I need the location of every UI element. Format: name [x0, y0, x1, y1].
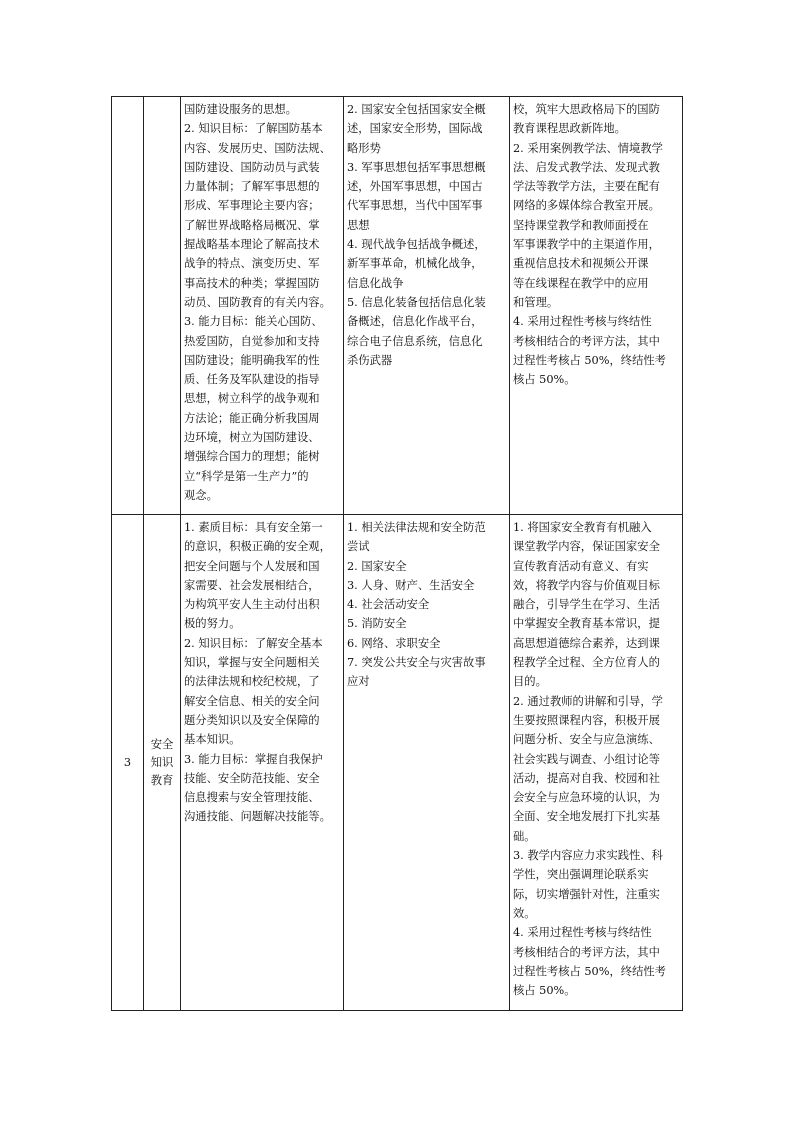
cell-text-line: 会安全与应急环境的认识，为 [513, 791, 660, 805]
cell-text-line: 问题分析、安全与应急演练、 [513, 733, 660, 747]
curriculum-table [111, 96, 683, 1011]
cell-text-line: 4. 采用过程性考核与终结性 [513, 926, 652, 940]
cell-text-line: 7. 突发公共安全与灾害故事 [347, 656, 486, 670]
cell-text-line: 增强综合国力的理想；能树 [184, 450, 320, 464]
cell-text-line: 知识，掌握与安全问题相关 [184, 656, 320, 670]
content-cell [344, 515, 510, 1011]
cell-text-line: 知识 [150, 755, 174, 769]
cell-text-line: 教育课程思政新阵地。 [513, 122, 626, 136]
cell-text-line: 题分类知识以及安全保障的 [184, 713, 320, 727]
cell-text-line: 思想，树立科学的战争观和 [184, 392, 320, 406]
cell-text-line: 3. 军事思想包括军事思想概 [347, 160, 486, 174]
cell-text-line: 活动，提高对自我、校园和社 [513, 771, 660, 785]
cell-text-line: 把安全问题与个人发展和国 [184, 559, 320, 573]
cell-text-line: 2. 知识目标：了解安全基本 [184, 636, 323, 650]
cell-text-line: 略形势 [347, 141, 381, 155]
cell-text-line: 尝试 [347, 540, 370, 554]
cell-text-line: 全面、安全地发展打下扎实基 [513, 810, 660, 824]
cell-text-line: 家需要、社会发展相结合， [184, 578, 320, 592]
cell-text-line: 3. 能力目标：能关心国防、 [184, 315, 323, 329]
cell-text-line: 1. 相关法律法规和安全防范 [347, 521, 486, 534]
cell-text-line: 信息化战争 [347, 276, 404, 290]
row-number-cell [112, 97, 144, 515]
cell-text-line: 1. 将国家安全教育有机融入 [513, 521, 652, 534]
cell-text-line: 方法论；能正确分析我国周 [184, 411, 320, 425]
cell-text-line: 备概述，信息化作战平台， [347, 315, 483, 329]
cell-text-line: 国防建设、国防动员与武装 [184, 160, 320, 174]
cell-text-line: 为构筑平安人生主动付出积 [184, 598, 320, 612]
cell-text-line: 信息搜索与安全管理技能、 [184, 791, 320, 805]
cell-text-line: 2. 国家安全包括国家安全概 [347, 103, 486, 116]
cell-text-line: 的法律法规和校纪校规，了 [184, 675, 320, 689]
cell-text-line: 过程性考核占 50%，终结性考 [513, 353, 666, 367]
cell-text-line: 3. 教学内容应力求实践性、科 [513, 849, 663, 863]
cell-text-line: 立“科学是第一生产力”的 [184, 469, 309, 483]
cell-text-line: 中掌握安全教育基本常识，提 [513, 617, 660, 631]
cell-text-line: 程教学全过程、全方位育人的 [513, 656, 660, 670]
cell-text-line: 效，将教学内容与价值观目标 [513, 578, 660, 592]
cell-text-line: 内容、发展历史、国防法规、 [184, 141, 331, 155]
cell-text-line: 应对 [347, 675, 370, 689]
cell-text-line: 重视信息技术和视频公开课 [513, 257, 649, 271]
cell-text-line: 战争的特点、演变历史、军 [184, 257, 320, 271]
cell-text-line: 边环境，树立为国防建设、 [184, 431, 320, 445]
cell-text-line: 法、启发式教学法、发现式教 [513, 160, 660, 174]
cell-text-line: 观念。 [184, 488, 218, 502]
cell-text-line: 思想 [347, 218, 370, 232]
cell-text-line: 新军事革命，机械化战争， [347, 257, 483, 271]
cell-text-line: 社会实践与调查、小组讨论等 [513, 752, 660, 766]
cell-text-line: 4. 现代战争包括战争概述， [347, 238, 486, 252]
cell-text-line: 坚持课堂教学和教师面授在 [513, 218, 649, 232]
cell-text-line: 效。 [513, 906, 536, 920]
cell-text-line: 国防建设服务的思想。 [184, 103, 297, 116]
cell-text-line: 课堂教学内容，保证国家安全 [513, 540, 660, 554]
cell-text-line: 2. 通过教师的讲解和引导，学 [513, 694, 663, 708]
cell-text-line: 学性，突出强调理论联系实 [513, 868, 649, 882]
cell-text-line: 核占 50%。 [513, 984, 576, 998]
cell-text-line: 2. 采用案例教学法、情境教学 [513, 141, 663, 155]
cell-text-line: 过程性考核占 50%，终结性考 [513, 964, 666, 978]
cell-text-line: 融合，引导学生在学习、生活 [513, 598, 660, 612]
table-row [112, 515, 683, 1011]
cell-text-line: 了解世界战略格局概况、掌 [184, 218, 320, 232]
cell-text-line: 的意识，积极正确的安全观， [184, 540, 331, 554]
content-cell [344, 97, 510, 515]
cell-text-line: 国防建设；能明确我军的性 [184, 353, 320, 367]
cell-text-line: 础。 [513, 829, 536, 843]
cell-text-line: 沟通技能、问题解决技能等。 [184, 810, 331, 824]
cell-text-line: 6. 网络、求职安全 [347, 636, 441, 650]
cell-text-line: 宣传教育活动有意义、有实 [513, 559, 649, 573]
methods-cell [510, 515, 683, 1011]
cell-text-line: 安全 [150, 737, 174, 751]
cell-text-line: 技能、安全防范技能、安全 [184, 771, 320, 785]
cell-text-line: 网络的多媒体综合教室开展。 [513, 199, 660, 213]
cell-text-line: 考核相结合的考评方法，其中 [513, 334, 660, 348]
cell-text-line: 和管理。 [513, 295, 559, 309]
cell-text-line: 军事课教学中的主渠道作用， [513, 238, 660, 252]
cell-text-line: 3. 人身、财产、生活安全 [347, 578, 475, 592]
cell-text-line: 学法等教学方法，主要在配有 [513, 180, 660, 194]
cell-text-line: 代军事思想，当代中国军事 [347, 199, 483, 213]
cell-text-line: 基本知识。 [184, 733, 241, 747]
course-name-cell [144, 97, 181, 515]
cell-text-line: 目的。 [513, 675, 547, 689]
goals-cell [181, 515, 344, 1011]
cell-text-line: 考核相结合的考评方法，其中 [513, 945, 660, 959]
cell-text-line: 校，筑牢大思政格局下的国防 [513, 103, 660, 116]
cell-text-line: 高思想道德综合素养，达到课 [513, 636, 660, 650]
cell-text-line: 握战略基本理论了解高技术 [184, 238, 320, 252]
cell-text-line: 综合电子信息系统，信息化 [347, 334, 483, 348]
cell-text-line: 生要按照课程内容，积极开展 [513, 713, 660, 727]
cell-text-line: 述，外国军事思想，中国古 [347, 180, 483, 194]
cell-text-line: 5. 信息化装备包括信息化装 [347, 295, 486, 309]
cell-text-line: 4. 采用过程性考核与终结性 [513, 315, 652, 329]
cell-text-line: 1. 素质目标：具有安全第一 [184, 521, 323, 534]
cell-text-line: 际，切实增强针对性，注重实 [513, 887, 660, 901]
course-name-cell [144, 515, 181, 1011]
cell-text-line: 事高技术的种类；掌握国防 [184, 276, 320, 290]
cell-text-line: 解安全信息、相关的安全问 [184, 694, 320, 708]
cell-text-line: 形成、军事理论主要内容； [184, 199, 320, 213]
cell-text-line: 热爱国防，自觉参加和支持 [184, 334, 320, 348]
cell-text-line: 4. 社会活动安全 [347, 598, 430, 612]
row-number-cell: 3 [112, 515, 144, 1011]
cell-text-line: 质、任务及军队建设的指导 [184, 373, 320, 387]
goals-cell [181, 97, 344, 515]
cell-text-line: 3. 能力目标：掌握自我保护 [184, 752, 323, 766]
cell-text-line: 2. 国家安全 [347, 559, 407, 573]
cell-text-line: 动员、国防教育的有关内容。 [184, 295, 331, 309]
methods-cell [510, 97, 683, 515]
cell-text-line: 杀伤武器 [347, 353, 393, 367]
cell-text-line: 极的努力。 [184, 617, 241, 631]
table-row [112, 97, 683, 515]
cell-text-line: 2. 知识目标：了解国防基本 [184, 122, 323, 136]
cell-text-line: 等在线课程在教学中的应用 [513, 276, 649, 290]
cell-text-line: 力量体制；了解军事思想的 [184, 180, 320, 194]
cell-text-line: 核占 50%。 [513, 373, 576, 387]
cell-text-line: 5. 消防安全 [347, 617, 407, 631]
cell-text-line: 述，国家安全形势，国际战 [347, 122, 483, 136]
cell-text-line: 教育 [150, 773, 174, 787]
